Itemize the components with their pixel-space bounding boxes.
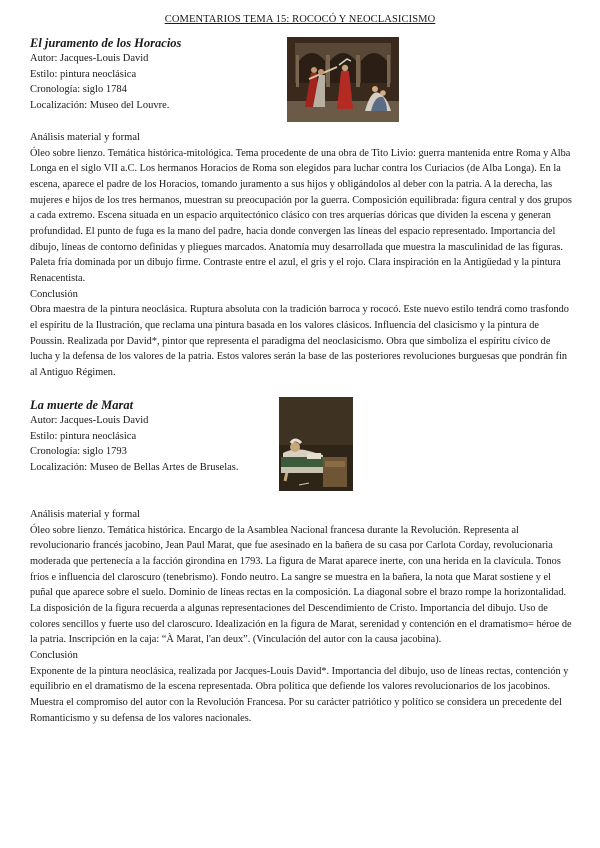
conclusion-text: Obra maestra de la pintura neoclásica. Ruptura absoluta con la tradición barroca y rococó. Este nuevo estilo tendrá como trasfondo el espíritu de la Ilustración, que reclama una pintura basada en los valores clásicos. Influencia del clasicismo y la pintura de Poussin. Realizada por David*, pintor que representa el paradigma del neoclasicismo. Obra que simboliza el espíritu cívico de lucha y la defensa de los valores de la patria. Estos valores serán la base de las posteriores revoluciones burguesas que pondrán fin al Antiguo Régimen. xyxy=(30,304,569,379)
conclusion-text: Exponente de la pintura neoclásica, realizada por Jacques-Louis David*. Importancia del dibujo, uso de líneas rectas, contención y equilibrio en el dramatismo de la escena representada. Obra política que defiende los valores revolucionarios de los jacobinos. Muestra el compromiso del autor con la Revolución Francesa. Por su carácter patriótico y político se considera un precedente del Romanticismo y su defensa de los valores nacionales. xyxy=(30,665,569,724)
work-location: Localización: Museo del Louvre. xyxy=(30,99,170,111)
analysis-text: Óleo sobre lienzo. Temática histórica-mitológica. Tema procedente de una obra de Tito Livio: guerra mantenida entre Roma y Alba Longa en el siglo VII a.C. Los hermanos Horacios de Roma son elegidos para luchar contra los Curiacios (de Alba Longa). En la escena, aparece el padre de los Horacios, tomando juramento a sus hijos y obligándolos al deber con la patria. A la derecha, las mujeres e hijos de los tres hermanos, muestran su preocupación por la guerra. Composición equilibrada: figura central y dos grupos a cada extremo. Escena situada en un espacio arquitectónico clásico con tres arquerías dóricas que dividen la escena y generan profundidad. El punto de fuga es la mano del padre, hacia donde convergen las líneas del espacio representado. Importancia del dibujo, líneas de contorno definidas y pliegues marcados. Anatomía muy desarrollada que muestra la masculinidad de las figuras. Paleta fría dominada por un dibujo firme. Contraste entre el azul, el gris y el rojo. Clara inspiración en la Antigüedad y la pintura Renacentista. xyxy=(30,147,572,285)
analysis-label: Análisis material y formal xyxy=(30,509,140,520)
page-title: COMENTARIOS TEMA 15: ROCOCÓ Y NEOCLASICISMO xyxy=(164,14,436,25)
work-heading: El juramento de los Horacios xyxy=(30,36,182,50)
work-style: Estilo: pintura neoclásica xyxy=(30,430,137,442)
conclusion-label: Conclusión xyxy=(30,650,78,662)
work-style: Estilo: pintura neoclásica xyxy=(30,68,137,80)
work-section-horacios xyxy=(30,36,573,381)
work-location: Localización: Museo de Bellas Artes de Bruselas. xyxy=(30,461,239,473)
conclusion-label: Conclusión xyxy=(30,288,78,300)
analysis-text: Óleo sobre lienzo. Temática histórica. Encargo de la Asamblea Nacional francesa durante la Revolución. Representa al revolucionario francés jacobino, Jean Paul Marat, que fue asesinado en la bañera de su casa por Carlota Corday, revolucionaria moderada que pertenecía a la facción girondina en 1793. La figura de Marat aparece inerte, con una herida en la clavícula. Tonos fríos e influencia del claroscuro (tenebrismo). Fondo neutro. La sangre se muestra en la bañera, la nota que Marat sostiene y el puñal que aparece sobre el suelo. Dominio de líneas rectas en la composición. La diagonal sobre el brazo rompe la horizontalidad. La disposición de la figura recuerda a algunas representaciones del Descendimiento de Cristo. Importancia del dibujo. Uso de colores sencillos y fuerte uso del claroscuro. Idealización en la figura de Marat, serenidad y contención en el dramatismo= héroe de la patria. Inscripción en la caja: “À Marat, l'an deux”. (Vinculación del autor con la causa jacobina). xyxy=(30,524,572,646)
work-author: Autor: Jacques-Louis David xyxy=(30,415,149,426)
work-chronology: Cronología: siglo 1793 xyxy=(30,446,127,457)
work-heading: La muerte de Marat xyxy=(30,398,134,412)
work-author: Autor: Jacques-Louis David xyxy=(30,53,149,64)
analysis-label: Análisis material y formal xyxy=(30,132,140,143)
work-section-marat xyxy=(30,398,573,726)
work-chronology: Cronología: siglo 1784 xyxy=(30,84,127,95)
